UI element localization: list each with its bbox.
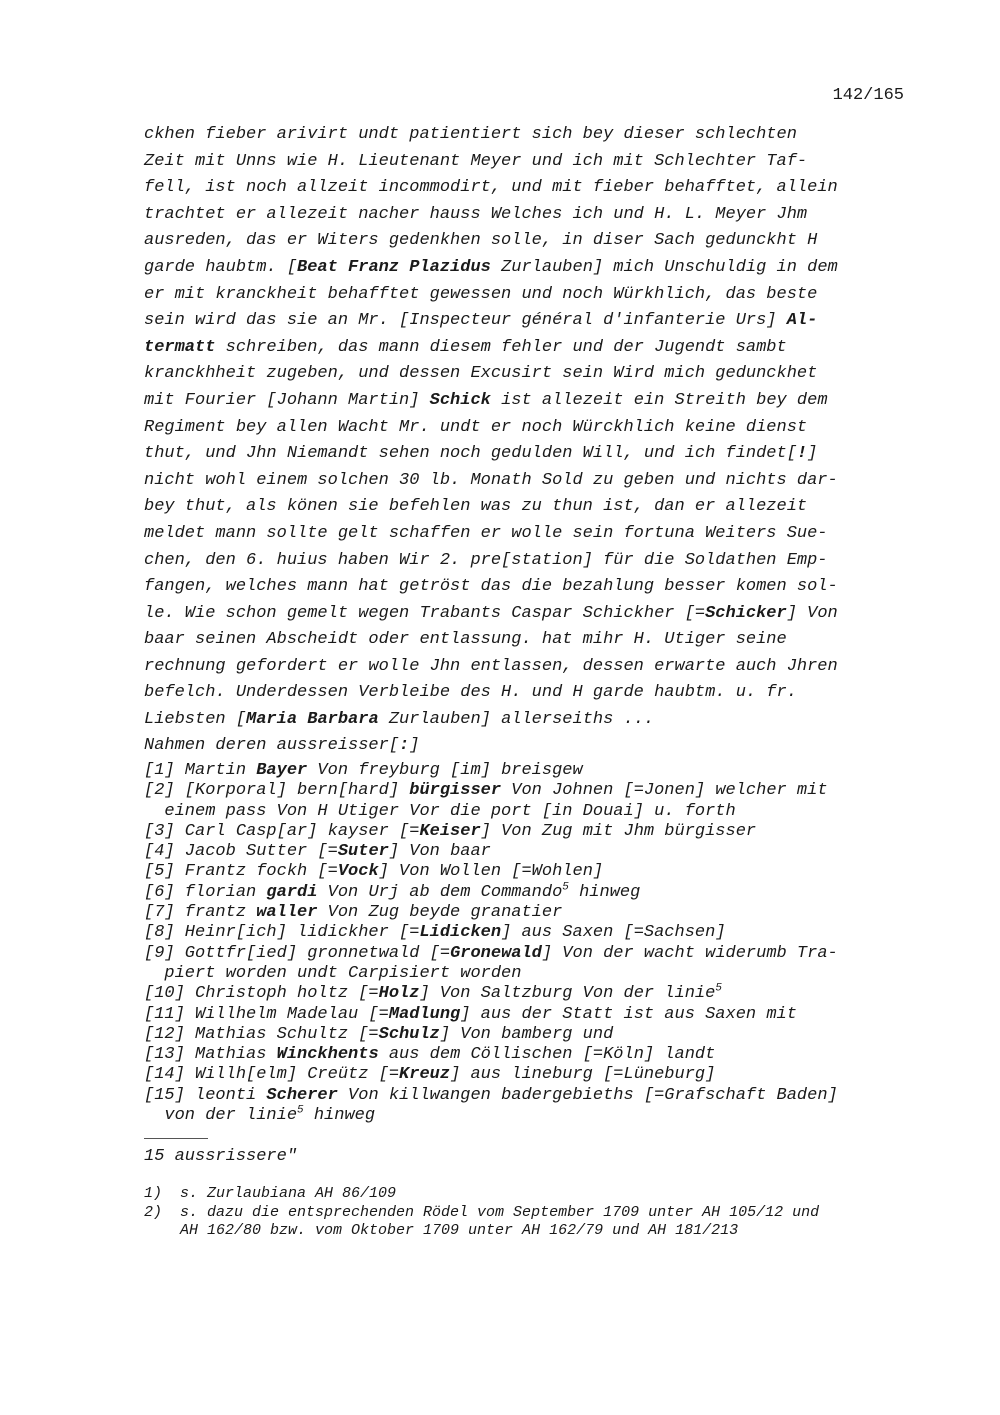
body-line [144,601,914,628]
text-segment: ausreden, das er Witers gedenkhen solle, in diser Sach gedunckht H [144,231,818,251]
body-line [144,521,914,548]
deserters-count-line: 15 aussrissere" [144,1147,298,1166]
body-line [144,308,914,335]
body-line [144,255,914,282]
text-segment: Von Urj ab dem Commando [317,882,563,902]
list-item [144,964,914,984]
footnotes [144,1185,914,1241]
footnote-divider [144,1138,208,1139]
list-item [144,1065,914,1085]
bold-name: ! [796,444,808,464]
text-segment: ] aus Saxen [=Sachsen] [501,923,726,943]
text-segment: schreiben, das mann diesem fehler und der Jugendt sambt [215,337,787,357]
text-segment: ] Von Wollen [=Wohlen] [378,862,604,882]
text-segment: aus dem Cöllischen [=Köln] landt [378,1045,716,1065]
bold-name: : [399,736,410,755]
text-segment: Zurlauben] mich Unschuldig in dem [490,257,838,277]
text-segment: [12] Mathias Schultz [= [144,1024,379,1044]
text-segment: Von killwangen badergebieths [=Grafschaft Baden] [337,1085,838,1105]
body-line [144,548,914,575]
footnote-item: AH 162/80 bzw. vom Oktober 1709 unter AH 162/79 und AH 181/213 [144,1222,739,1239]
text-segment: ckhen fieber arivirt undt patientiert sich bey dieser schlechten [144,125,797,144]
text-segment: [13] Mathias [144,1045,277,1065]
text-segment: bey thut, als könen sie befehlen was zu thun ist, dan er allezeit [144,497,808,517]
bold-name: Beat Franz Plazidus [297,257,491,277]
list-item [144,923,914,943]
body-text [144,122,914,734]
text-segment: [3] Carl Casp[ar] kayser [= [144,821,420,841]
body-line [144,654,914,681]
text-segment: ] Von baar [388,842,491,862]
text-segment: [1] Martin [144,761,257,780]
text-segment: befelch. Underdessen Verbleibe des H. und H garde haubtm. u. fr. [144,683,797,703]
text-segment: baar seinen Abscheidt oder entlassung. hat mihr H. Utiger seine [144,630,787,650]
text-segment: ] Von Saltzburg Von der linie [419,984,716,1004]
text-segment: sein wird das sie an Mr. [Inspecteur général d'infanterie Urs] [144,311,787,331]
text-segment: hinweg [303,1106,376,1126]
bold-name: Vock [337,862,379,882]
text-segment: er mit kranckheit behafftet gewessen und noch Würkhlich, das beste [144,284,818,304]
body-line [144,680,914,707]
text-segment: Von Johnen [=Jonen] welcher mit [501,781,828,801]
text-segment: ] Von [786,603,838,623]
text-segment: [9] Gottfr[ied] gronnetwald [= [144,943,451,963]
deserters-list [144,761,914,1126]
body-line [144,494,914,521]
bold-name: Al- [786,311,818,331]
names-heading [144,735,419,757]
footnote-marker: 5 [562,881,569,894]
body-line [144,175,914,202]
body-line [144,388,914,415]
text-segment: Regiment bey allen Wacht Mr. undt er noch Würckhlich keine dienst [144,417,808,437]
text-segment: [14] Willh[elm] Creütz [= [144,1065,400,1085]
text-segment: ] [409,736,420,755]
list-item [144,802,914,822]
bold-name: Schicker [705,603,787,623]
footnote-marker: 5 [297,1104,304,1117]
text-segment: chen, den 6. huius haben Wir 2. pre[station] für die Soldathen Emp- [144,550,828,570]
text-segment: Zurlauben] allerseiths ... [378,710,655,730]
list-item [144,1005,914,1025]
text-segment: Von Zug beyde granatier [317,903,563,923]
text-segment: ] Von bamberg und [439,1024,614,1044]
text-segment: fell, ist noch allzeit incommodirt, und mit fieber behafftet, allein [144,178,838,198]
body-line [144,415,914,442]
body-line [144,122,914,149]
text-segment: Nahmen deren aussreisser[ [144,736,400,755]
bold-name: Lidicken [419,923,502,943]
text-segment: einem pass Von H Utiger Vor die port [in Douai] u. forth [144,801,736,821]
text-segment: [4] Jacob Sutter [= [144,842,338,862]
body-line [144,441,914,468]
text-segment: [5] Frantz fockh [= [144,862,338,882]
text-segment: [2] [Korporal] bern[hard] [144,781,410,801]
text-segment: trachtet er allezeit nacher hauss Welches ich und H. L. Meyer Jhm [144,204,808,224]
bold-name: Holz [378,984,420,1004]
bold-name: Maria Barbara [246,710,379,730]
text-segment: nicht wohl einem solchen 30 lb. Monath Sold zu geben und nichts dar- [144,470,838,490]
list-item [144,1106,914,1126]
text-segment: [7] frantz [144,903,257,923]
text-segment: ] aus der Statt ist aus Saxen mit [460,1004,797,1024]
bold-name: Madlung [388,1004,461,1024]
list-item [144,1086,914,1106]
footnote-item: 1) s. Zurlaubiana AH 86/109 [144,1185,397,1202]
text-segment: [6] florian [144,882,267,902]
list-item [144,761,914,781]
text-segment: ] aus lineburg [=Lüneburg] [450,1065,716,1085]
text-segment: le. Wie schon gemelt wegen Trabants Caspar Schickher [= [144,603,706,623]
text-segment: Zeit mit Unns wie H. Lieutenant Meyer und ich mit Schlechter Taf- [144,151,808,171]
text-segment: ] [807,444,818,464]
page-number: 142/165 [832,86,904,105]
body-line [144,282,914,309]
body-line [144,149,914,176]
bold-name: Winckhents [276,1045,379,1065]
bold-name: Scherer [266,1085,338,1105]
text-segment: meldet mann sollte gelt schaffen er wolle sein fortuna Weiters Sue- [144,523,828,543]
body-line [144,361,914,388]
bold-name: gardi [266,882,318,902]
bold-name: Bayer [256,761,308,780]
text-segment: rechnung gefordert er wolle Jhn entlassen, dessen erwarte auch Jhren [144,656,838,676]
text-segment: [11] Willhelm Madelau [= [144,1004,389,1024]
bold-name: bürgisser [409,781,502,801]
text-segment: thut, und Jhn Niemandt sehen noch gedulden Will, und ich findet[ [144,444,797,464]
list-item [144,883,914,903]
text-segment: mit Fourier [Johann Martin] [144,390,430,410]
body-line [144,707,914,734]
body-line [144,202,914,229]
body-line [144,468,914,495]
text-segment: ] Von der wacht widerumb Tra- [541,943,838,963]
list-item [144,1045,914,1065]
footnote-item: 2) s. dazu die entsprechenden Rödel vom September 1709 unter AH 105/12 und [144,1203,820,1221]
footnote-marker: 5 [715,982,722,995]
text-segment: von der linie [144,1106,298,1126]
list-item [144,1025,914,1045]
text-segment: ] Von Zug mit Jhm bürgisser [480,821,757,841]
text-segment: Von freyburg [im] breisgew [307,761,583,780]
list-item [144,781,914,801]
text-segment: fangen, welches mann hat getröst das die bezahlung besser komen sol- [144,577,838,597]
bold-name: termatt [144,337,216,357]
text-segment: hinweg [568,882,641,902]
bold-name: Suter [337,842,389,862]
list-item [144,842,914,862]
text-segment: piert worden undt Carpisiert worden [144,963,522,983]
list-item [144,903,914,923]
bold-name: Schick [429,390,491,410]
text-segment: [10] Christoph holtz [= [144,984,379,1004]
bold-name: Gronewald [450,943,542,963]
text-segment: ist allezeit ein Streith bey dem [490,390,828,410]
body-line [144,627,914,654]
bold-name: Keiser [419,821,481,841]
list-item [144,862,914,882]
list-item [144,944,914,964]
bold-name: Kreuz [399,1065,451,1085]
text-segment: garde haubtm. [ [144,257,298,277]
bold-name: Schulz [378,1024,440,1044]
body-line [144,228,914,255]
list-item [144,984,914,1004]
bold-name: waller [256,903,318,923]
body-line [144,574,914,601]
text-segment: [15] leonti [144,1085,267,1105]
text-segment: kranckhheit zugeben, und dessen Excusirt sein Wird mich gedunckhet [144,364,818,384]
text-segment: Liebsten [ [144,710,247,730]
text-segment: [8] Heinr[ich] lidickher [= [144,923,420,943]
list-item [144,822,914,842]
body-line [144,335,914,362]
